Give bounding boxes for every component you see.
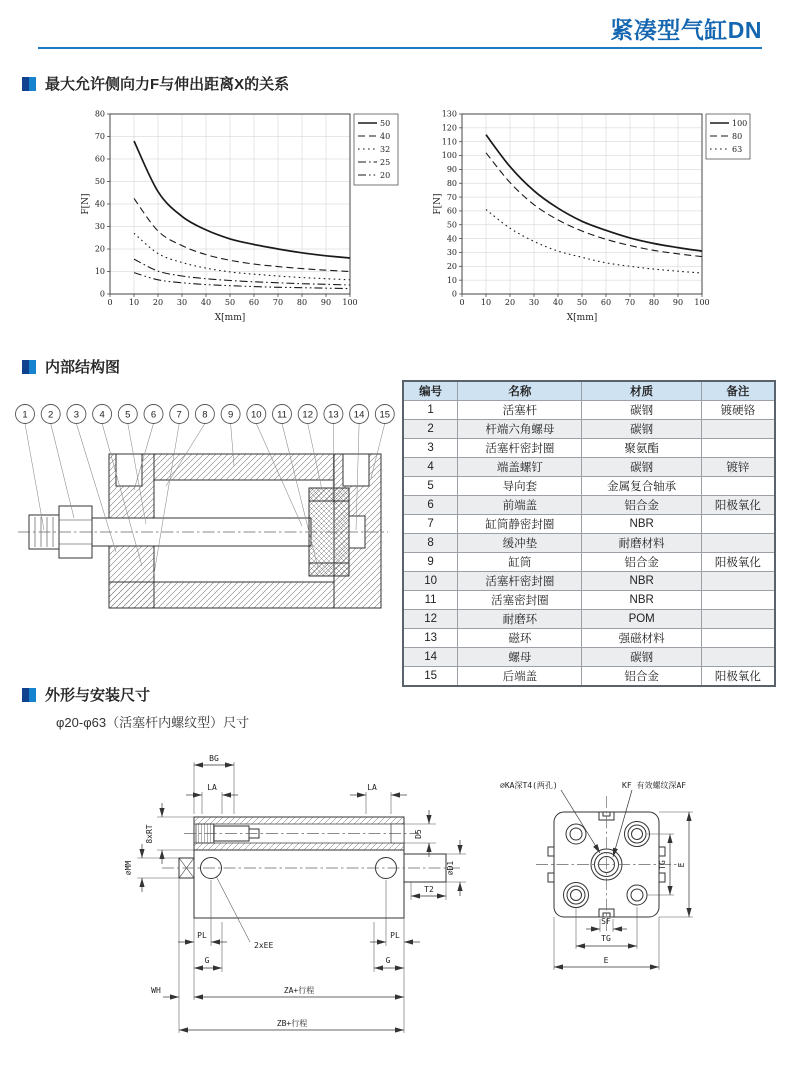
section-title-text: 内部结构图 [45,359,121,376]
table-cell [701,439,775,458]
dim-label-d1: ∅D1 [446,860,455,876]
svg-text:80: 80 [446,178,457,188]
svg-text:4: 4 [99,409,105,421]
svg-text:70: 70 [272,298,284,307]
series-50 [134,141,350,258]
table-row [403,667,775,687]
svg-text:0: 0 [451,289,457,299]
section-bullet-icon [22,77,36,91]
dim-label-e2: E [603,956,609,965]
table-row [403,572,775,591]
dim-label-mm: ∅MM [124,860,133,876]
legend [354,114,398,185]
table-cell: NBR [582,591,701,610]
table-cell [701,572,775,591]
dim-label-zb: ZB+行程 [276,1019,308,1028]
table-cell [701,629,775,648]
table-cell: 12 [403,610,458,629]
col-note: 备注 [701,381,775,401]
table-cell [701,648,775,667]
svg-text:12: 12 [302,409,313,421]
svg-text:13: 13 [328,409,339,421]
dim-label-tg2: TG [601,934,611,943]
table-cell: 碳钢 [582,648,701,667]
table-cell: 活塞杆密封圈 [458,572,582,591]
side-section-dimension-drawing [104,750,474,1062]
table-cell: 聚氨酯 [582,439,701,458]
table-row [403,458,775,477]
table-cell: 耐磨环 [458,610,582,629]
svg-text:32: 32 [380,144,391,154]
table-cell: 13 [403,629,458,648]
svg-text:100: 100 [342,298,358,307]
header-rule [38,47,762,49]
table-cell [701,534,775,553]
svg-text:80: 80 [94,109,105,119]
table-cell: 2 [403,420,458,439]
table-cell: 后端盖 [458,667,582,687]
svg-text:60: 60 [446,206,457,216]
svg-text:60: 60 [248,298,260,307]
svg-text:25: 25 [380,157,391,167]
table-cell: 11 [403,591,458,610]
svg-text:8: 8 [202,409,208,421]
table-cell [701,591,775,610]
x-axis-label: X[mm] [214,313,246,323]
svg-text:30: 30 [94,222,105,232]
svg-text:30: 30 [446,248,457,258]
table-cell: 螺母 [458,648,582,667]
table-cell: 9 [403,553,458,572]
svg-text:40: 40 [380,131,391,141]
plot-area [95,110,358,307]
svg-text:0: 0 [459,298,465,307]
series-25 [134,259,350,285]
table-cell: 缸筒静密封圈 [458,515,582,534]
table-cell: 铝合金 [582,553,701,572]
y-axis-label: F[N] [433,193,443,215]
dim-label-d5: D5 [414,829,423,839]
internal-structure-diagram [4,396,396,654]
svg-text:20: 20 [446,262,457,272]
svg-text:30: 30 [176,298,188,307]
svg-text:15: 15 [379,409,391,421]
series-32 [134,233,350,279]
dim-label-t2: T2 [424,885,434,894]
series-63 [486,210,702,274]
svg-text:20: 20 [504,298,516,307]
table-cell: 碳钢 [582,401,701,420]
dim-label-ee: 2xEE [254,941,274,950]
dim-label-sf: SF [601,917,611,926]
table-row [403,420,775,439]
series-80 [486,153,702,257]
table-cell: 铝合金 [582,496,701,515]
svg-text:90: 90 [446,165,457,175]
svg-text:90: 90 [320,298,332,307]
svg-text:6: 6 [150,409,157,421]
svg-text:100: 100 [732,118,748,128]
table-cell: 碳钢 [582,458,701,477]
table-cell [701,610,775,629]
svg-text:100: 100 [441,151,457,161]
svg-text:100: 100 [694,298,710,307]
table-cell: 3 [403,439,458,458]
dim-label-e1: E [677,862,686,868]
svg-text:5: 5 [125,409,131,421]
table-cell: 14 [403,648,458,667]
svg-text:90: 90 [672,298,684,307]
table-cell: POM [582,610,701,629]
col-name: 名称 [458,381,582,401]
table-cell: 端盖螺钉 [458,458,582,477]
table-cell: 镀锌 [701,458,775,477]
svg-text:0: 0 [99,289,105,299]
dim-label-la1: LA [207,783,217,792]
section-structure-header [22,356,120,377]
svg-text:0: 0 [107,298,113,307]
table-cell: 阳极氧化 [701,667,775,687]
svg-text:10: 10 [251,409,262,421]
svg-text:70: 70 [624,298,636,307]
svg-text:110: 110 [441,137,457,147]
svg-text:7: 7 [176,409,182,421]
dim-label-ka: ∅KA深T4(两孔) [500,781,558,790]
table-cell: NBR [582,572,701,591]
section-dimensions-header [22,684,150,705]
svg-text:120: 120 [441,123,457,133]
end-face-dimension-drawing [486,776,761,1011]
series-20 [134,273,350,289]
svg-text:80: 80 [732,131,743,141]
dim-label-pl2: PL [390,931,400,940]
table-cell: 15 [403,667,458,687]
table-row [403,629,775,648]
table-cell: 耐磨材料 [582,534,701,553]
section-lateral-force-header [22,73,289,94]
svg-text:70: 70 [446,192,457,202]
svg-text:70: 70 [94,132,105,142]
table-cell: 金属复合轴承 [582,477,701,496]
table-row [403,439,775,458]
section-title-text: 最大允许侧向力F与伸出距离X的关系 [45,76,290,93]
table-row [403,515,775,534]
svg-text:60: 60 [600,298,612,307]
plot-area [442,110,710,307]
svg-text:3: 3 [73,409,80,421]
table-cell: 磁环 [458,629,582,648]
x-axis-label: X[mm] [566,313,598,323]
table-cell: 碳钢 [582,420,701,439]
dim-label-kf: KF 有效螺纹深AF [622,781,687,790]
svg-text:63: 63 [732,144,743,154]
table-row [403,496,775,515]
svg-text:20: 20 [94,244,105,254]
parts-table [402,380,776,687]
dim-label-tg1: TG [658,860,667,870]
svg-text:10: 10 [94,267,105,277]
table-cell: 杆端六角螺母 [458,420,582,439]
svg-text:20: 20 [380,170,391,180]
table-cell: 1 [403,401,458,420]
svg-text:50: 50 [446,220,457,230]
table-cell: 镀硬铬 [701,401,775,420]
page-title: 紧凑型气缸DN [610,17,762,43]
table-cell: 导向套 [458,477,582,496]
svg-text:50: 50 [94,177,105,187]
section-title-text: 外形与安装尺寸 [45,687,151,704]
table-cell [701,477,775,496]
col-number: 编号 [403,381,458,401]
dim-label-g2: G [385,956,391,965]
table-row [403,553,775,572]
svg-text:60: 60 [94,154,105,164]
section-bullet-icon [22,360,36,374]
table-cell: 强磁材料 [582,629,701,648]
table-cell [701,515,775,534]
lateral-force-chart-small-bores [80,104,400,334]
svg-text:40: 40 [94,199,105,209]
svg-text:2: 2 [48,409,54,421]
legend [706,114,750,159]
table-cell: 4 [403,458,458,477]
series-40 [134,198,350,271]
table-row [403,534,775,553]
svg-text:11: 11 [277,409,287,421]
table-cell: 活塞密封圈 [458,591,582,610]
dim-label-g1: G [204,956,210,965]
table-cell: 活塞杆 [458,401,582,420]
svg-text:50: 50 [224,298,236,307]
cylinder-cross-section [18,454,388,608]
y-axis-label: F[N] [81,193,91,215]
dim-label-za: ZA+行程 [283,986,315,995]
svg-text:40: 40 [446,234,457,244]
svg-text:80: 80 [648,298,660,307]
dim-label-wh: WH [151,986,161,995]
section-bullet-icon [22,688,36,702]
table-row [403,477,775,496]
table-cell: 阳极氧化 [701,553,775,572]
svg-text:40: 40 [552,298,564,307]
table-header-row [403,381,775,401]
table-cell: 缸筒 [458,553,582,572]
table-cell: 6 [403,496,458,515]
svg-text:14: 14 [353,409,365,421]
svg-text:50: 50 [380,118,391,128]
svg-text:20: 20 [152,298,164,307]
lateral-force-chart-large-bores [432,104,752,334]
svg-text:30: 30 [528,298,540,307]
table-cell: 缓冲垫 [458,534,582,553]
table-row [403,401,775,420]
svg-text:9: 9 [227,409,234,421]
table-cell: 7 [403,515,458,534]
table-cell: 活塞杆密封圈 [458,439,582,458]
col-material: 材质 [582,381,701,401]
table-cell: 前端盖 [458,496,582,515]
table-cell: 铝合金 [582,667,701,687]
svg-text:40: 40 [200,298,212,307]
table-cell [701,420,775,439]
table-cell: 8 [403,534,458,553]
svg-text:80: 80 [296,298,308,307]
svg-text:10: 10 [128,298,140,307]
svg-text:1: 1 [22,409,28,421]
dim-label-bg: BG [209,754,219,763]
dim-label-pl1: PL [197,931,207,940]
charts-row [80,104,752,334]
svg-text:10: 10 [446,275,457,285]
table-cell: 10 [403,572,458,591]
dim-label-la2: LA [367,783,377,792]
table-cell: 阳极氧化 [701,496,775,515]
svg-text:50: 50 [576,298,588,307]
table-row [403,591,775,610]
table-cell: 5 [403,477,458,496]
dim-label-rt: 8xRT [145,824,154,844]
svg-text:130: 130 [441,109,457,119]
table-cell: NBR [582,515,701,534]
svg-text:10: 10 [480,298,492,307]
table-row [403,648,775,667]
dimensions-subtitle: φ20-φ63（活塞杆内螺纹型）尺寸 [56,715,250,730]
table-row [403,610,775,629]
